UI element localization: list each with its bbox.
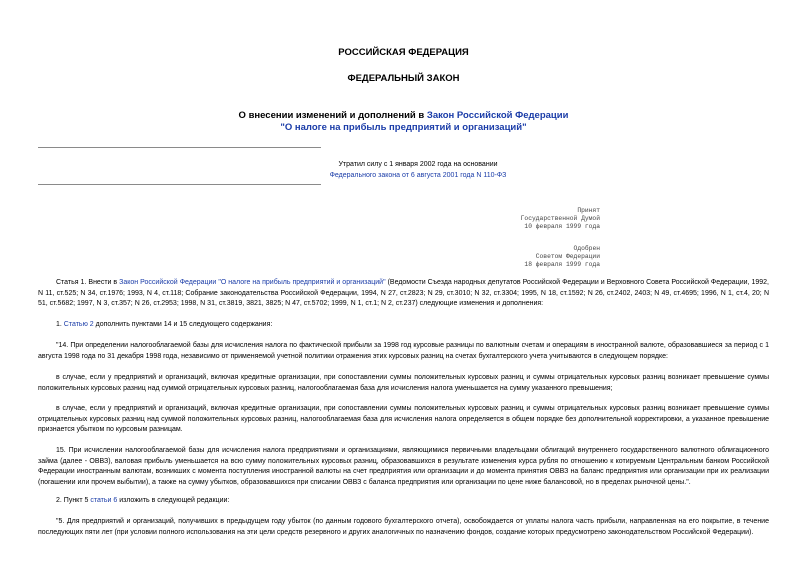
title-prefix: О внесении изменений и дополнений в (238, 110, 427, 121)
approved-line: 18 февраля 1999 года (524, 261, 600, 268)
item-1 (38, 320, 769, 331)
item-2-text: изложить в следующей редакции: (117, 497, 230, 504)
status-line: Утратил силу с 1 января 2002 года на основании (338, 161, 498, 168)
accepted-block (521, 207, 600, 231)
status-link[interactable]: Федерального закона от 6 августа 2001 года N 110-ФЗ (329, 172, 507, 179)
paragraph-14a: в случае, если у предприятий и организаций, включая кредитные организации, при сопоставлении суммы положительных курсовых разниц и суммы отрицательных курсовых разниц возникает превышение суммы положительных курсовых разниц над суммой отрицательных курсовых разниц, налогооблагаемая база для исчисления налога уменьшается на сумму указанного превышения; (38, 374, 769, 392)
accepted-line: Принят (577, 207, 600, 214)
item-2-prefix: 2. Пункт 5 (56, 497, 91, 504)
status-note (218, 159, 618, 181)
article-1-prefix: Статья 1. Внести в (56, 279, 120, 286)
country-heading: РОССИЙСКАЯ ФЕДЕРАЦИЯ (338, 47, 469, 58)
title-link-law[interactable]: Закон Российской Федерации (426, 110, 569, 121)
article-1-text: (Ведомости Съезда народных депутатов Российской Федерации и Верховного Совета Российской Федерации, 1992, N 11, ст.525; N 34, ст.1976; 1993, N 4, ст.118; Собрание законодательства Российской Федерации, 1994, N 27, ст.2823; N 29, ст.3010; N 32, ст.3304; 1995, N 18, ст.1592; N 26, ст.2402, 2403; N 49, ст.4695; 1996, N 1, ст.4, 20; N 51, ст.5682; 1997, N 3, ст.357; N 26, ст.2953; 1998, N 31, ст.3819, 3821, 3825; N 47, ст.5702; 1999, N 1, ст.1; N 2, ст.237) следующие изменения и дополнения: (38, 279, 769, 308)
approved-line: Одобрен (573, 245, 600, 252)
item-2 (38, 496, 769, 507)
paragraph-14: "14. При определении налогооблагаемой базы для исчисления налога по фактической прибыли за 1998 год курсовые разницы по валютным счетам и операциям в иностранной валюте, образовавшиеся за период с 1 августа 1998 года по 31 декабря 1998 года, независимо от применяемой учетной политики отражения этих курсовых разниц на счетах бухгалтерского учета учитываются в следующем порядке: (38, 342, 769, 360)
article-1-law-link[interactable]: Закон Российской Федерации "О налоге на прибыль предприятий и организаций" (119, 279, 386, 286)
approved-block (524, 245, 600, 269)
law-type-heading: ФЕДЕРАЛЬНЫЙ ЗАКОН (347, 73, 460, 84)
item-1-text: дополнить пунктами 14 и 15 следующего содержания: (93, 321, 273, 328)
accepted-line: 10 февраля 1999 года (524, 223, 600, 230)
paragraph-14b: в случае, если у предприятий и организаций, включая кредитные организации, при сопоставлении суммы положительных курсовых разниц и суммы отрицательных курсовых разниц возникает превышение суммы отрицательных курсовых разниц над суммой положительных курсовых разниц, налогооблагаемая база для исчисления налога определяется в общем порядке без дополнительной корректировки, а указанное превышение признается убытком по курсовым разницам. (38, 405, 769, 434)
article-1 (38, 278, 769, 310)
item-1-article-link[interactable]: Статью 2 (63, 321, 94, 328)
law-title (0, 110, 807, 134)
title-link-law-name[interactable]: "О налоге на прибыль предприятий и организаций" (280, 122, 527, 133)
approved-line: Советом Федерации (535, 253, 600, 260)
paragraph-15: 15. При исчислении налогооблагаемой базы для исчисления налога предприятиями и организациями, являющимися первичными владельцами облигаций внутреннего государственного валютного облигационного займа (далее - ОВВЗ), валовая прибыль уменьшается на всю сумму положительных курсовых разниц, образовавшихся в результате изменения курса рубля по отношению к котируемым Центральным банком Российской Федерации иностранным валютам, возникших с момента поступления иностранной валюты на счет предприятия или организации и до момента принятия ОВВЗ на баланс предприятия или организации при их реализации (погашении или прочем выбытии), а также на сумму убытков, образовавшихся при списании ОВВЗ с баланса предприятия или организации по цене ниже балансовой, но в пределах рыночной цены.". (38, 447, 769, 486)
paragraph-5: "5. Для предприятий и организаций, получивших в предыдущем году убыток (по данным годового бухгалтерского отчета), освобождается от уплаты налога часть прибыли, направленная на его покрытие, в течение последующих пяти лет (при условии полного использования на эти цели средств резервного и других аналогичных по назначению фондов, создание которых предусмотрено законодательством Российской Федерации). (38, 518, 769, 536)
accepted-line: Государственной Думой (520, 215, 600, 222)
item-1-prefix: 1. (56, 321, 64, 328)
bottom-divider (38, 184, 321, 185)
item-2-article-link[interactable]: статьи 6 (90, 497, 118, 504)
top-divider (38, 147, 321, 148)
